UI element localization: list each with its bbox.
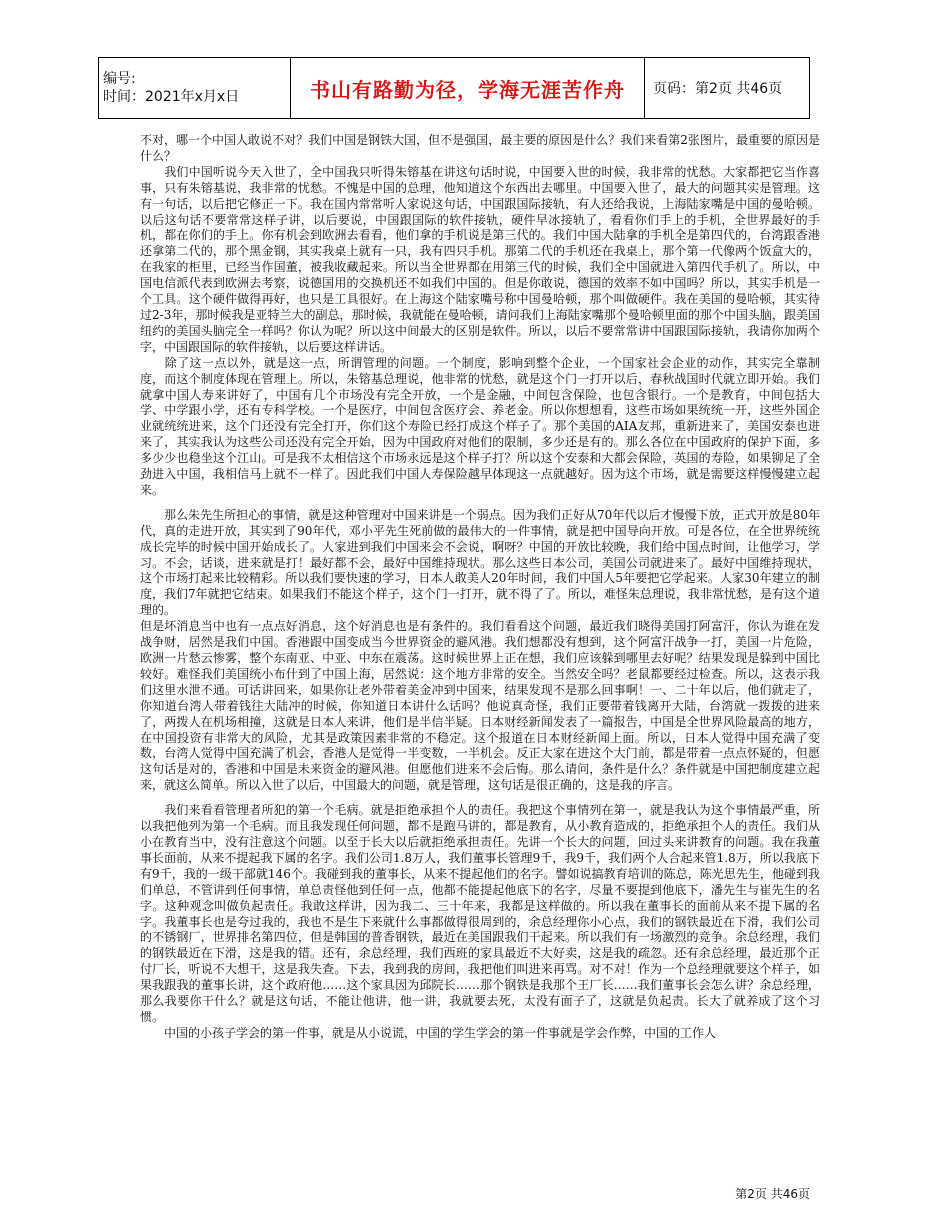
paragraph-5: 但是坏消息当中也有一点点好消息，这个好消息也是有条件的。我们看看这个问题，最近我们晓得美国打阿富汗，你认为谁在发战争财，居然是我们中国。香港跟中国变成当今世界资金的避风港。我们想都没有想到，这个阿富汗战争一打，美国一片危险，欧洲一片愁云惨雾，整个东南亚、中亚、中东在震荡。这时候世界上正在想，我们应该躲到哪里去好呢？结果发现是躲到中国比较好。难怪我们美国统小布什到了中国上海，居然说：这个地方非常的安全。当然安全吗？老鼠都要经过检查。所以，这表示我们这里水泄不通。可话讲回来，如果你让老外带着美金冲到中国来，结果发现不是那么回事啊！一、二十年以后，他们就走了，你知道台湾人带着钱往大陆冲的时候，你知道日本讲什么话吗？他说真奇怪，我们正要带着钱离开大陆，台湾就一拨拨的进来了，两拨人在机场相撞，这就是日本人来讲，他们是半信半疑。日本财经新闻发表了一篇报告，中国是全世界风险最高的地方，在中国投资有非常大的风险，尤其是政策因素非常的不稳定。这个报道在日本财经新闻上面。所以，日本人觉得中国充满了变数，台湾人觉得中国充满了机会，香港人是觉得一半变数，一半机会。反正大家在进这个大门前，都是带着一点点怀疑的，但愿这句话是对的，香港和中国是未来资金的避风港。但愿他们进来不会后悔。那么请问，条件是什么？条件就是中国把制度建立起来，就这么简单。所以入世了以后，中国最大的问题，就是管理，这句话是很正确的，这是我的序言。 [140, 619, 820, 793]
paragraph-6: 我们来看看管理者所犯的第一个毛病。就是拒绝承担个人的责任。我把这个事情列在第一，就是我认为这个事情最严重，所以我把他列为第一个毛病。而且我发现任何问题，都不是跑马讲的，都是教育，从小教育造成的，拒绝承担个人的责任。我们从小在教育当中，没有注意这个问题。以至于长大以后就拒绝承担责任。先讲一个长大的问题，回过头来讲教育的问题。我在我董事长面前，从来不提起我下属的名字。我们公司1.8万人，我们董事长管理9千，我9千，我们两个人合起来管1.8万，所以我底下有9千，我的一级干部就146个。我碰到我的董事长，从来不提起他们的名字。譬如说搞教育培训的陈总，陈光思先生，他碰到我们单总，不管讲到任何事情，单总责怪他到任何一点，他都不能提起他底下的名字，尽量不要提到他底下，潘先生与崔先生的名字。这种观念叫做负起责任。我敢这样讲，因为我二、三十年来，我都是这样做的。所以我在董事长的面前从来不提下属的名字。我董事长也是夸过我的，我也不是生下来就什么事都做得很周到的，余总经理你小心点，我们的钢铁最近在下滑，我们公司的不锈钢厂，世界排名第四位，但是韩国的普香钢铁，最近在美国跟我们干起来。所以我们有一场激烈的竞争。余总经理，我们的钢铁最近在下滑，这是我的错。还有，余总经理，我们西班的家具最近不大好卖，这是我的疏忽。还有余总经理，最近那个正付厂长，听说不大想干，这是我失查。下去，我到我的房间，我把他们叫进来再骂。对不对！作为一个总经理就要这个样子，如果我跟我的董事长讲，这个政府他……这个家具因为邱院长……那个钢铁是我那个王厂长……我们董事长会怎么讲？余总经理，那么我要你干什么？就是这句话，不能让他讲，他一讲，我就要去死，太没有面子了，这就是负起责。长大了就养成了这个习惯。 [140, 803, 820, 1024]
page-header [98, 57, 810, 119]
header-meta [99, 58, 291, 119]
paragraph-2: 我们中国听说今天入世了，全中国我只听得朱镕基在讲这句话时说，中国要入世的时候，我非常的忧愁。大家都把它当作喜事，只有朱镕基说，我非常的忧愁。不愧是中国的总理，他知道这个东西出去哪里。中国要入世了，最大的问题其实是管理。这有一句话，以后把它修正一下。我在国内常常听人家说这句话，中国跟国际接轨，有人还给我说，上海陆家嘴是中国的曼哈顿。以后这句话不要常常这样子讲，以后要说，中国跟国际的软件接轨，硬件早冰接轨了，看看你们手上的手机，全世界最好的手机，都在你们的手上。你有机会到欧洲去看看，他们拿的手机说是第三代的。我们中国大陆拿的手机全是第四代的，台湾跟香港还拿第二代的，那个黑金钢，其实我桌上就有一只，我有四只手机。那第二代的手机还在我桌上，那个第一代像两个饭盒大的，在我家的柜里，已经当作国董，被我收藏起来。所以当全世界都在用第三代的时候，我们全中国就进入第四代手机了。所以，中国电信派代表到欧洲去考察，说德国用的交换机还不如我们中国的。但是你敢说，德国的效率不如中国吗？所以，其实手机是一个工具。这个硬件做得再好，也只是工具很好。在上海这个陆家嘴号称中国曼哈顿，那个叫做硬件。我在美国的曼哈顿，其实待过2-3年，那时候我是亚特兰大的副总，那时候，我就能在曼哈顿，请问我们上海陆家嘴那个曼哈顿里面的那个中国头脑，跟美国纽约的美国头脑完全一样吗？你认为呢？所以这中间最大的区别是软件。所以，以后不要常常讲中国跟国际接轨，我请你加两个字，中国跟国际的软件接轨，以后要这样讲话。 [140, 164, 820, 354]
paragraph-3: 除了这一点以外，就是这一点，所谓管理的问题。一个制度，影响到整个企业，一个国家社会企业的动作，其实完全靠制度，而这个制度体现在管理上。所以，朱镕基总理说，他非常的忧愁，就是这个门一打开以后，春秋战国时代就立即开始。我们就拿中国人寿来讲好了，中国有几个市场没有完全开放，一个是金融，中间包含保险，也包含银行。一个是教育，中间包括大学、中学跟小学，还有专科学校。一个是医疗，中间包含医疗会、养老金。所以你想想看，这些市场如果统统一开，这些外国企业就统统进来，这个门还没有完全打开，你们这个寿险已经打成这个样子了。那个美国的AIA友邦，重新进来了，美国安泰也进来了，其实我认为这些公司还没有完全开始，因为中国政府对他们的限制，多少还是有的。那么各位在中国政府的保护下面，多多少少也稳坐这个江山。可是我不太相信这个市场永远是这个样子打？所以这个安泰和大都会保险，英国的寿险，如果铆足了全劲进入中国，我相信马上就不一样了。因此我们中国人寿保险越早体现这一点就越好。因为这个市场，就是需要这样慢慢建立起来。 [140, 355, 820, 497]
page-footer: 第2页 共46页 [735, 1187, 810, 1201]
paragraph-4: 那么朱先生所担心的事情，就是这种管理对中国来讲是一个弱点。因为我们正好从70年代以后才慢慢下放，正式开放是80年代，真的走进开放，其实到了90年代，邓小平先生死前做的最伟大的一件事情，就是把中国导向开放。可是各位，在全世界统统成长完毕的时候中国开始成长了。人家进到我们中国来会不会说，啊呀？中国的开放比较晚，我们给中国点时间，让他学习，学习。不会，话谈，进来就是打！最好都不会，最好中国维持现状。那么这些日本公司，美国公司就进来了。最好中国维持现状，这个市场打起来比较精彩。所以我们要快速的学习，日本人敢美人20年时间，我们中国人5年要把它学起来。人家30年建立的制度，我们7年就把它结束。如果我们不能这个样子，这个门一打开，就不得了了。所以，难怪朱总理说，我非常忧愁，是有这个道理的。 [140, 507, 820, 618]
header-motto: 书山有路勤为径，学海无涯苦作舟 [291, 58, 645, 119]
document-time-label: 时间：2021年x月x日 [103, 89, 240, 105]
paragraph-1: 不对，哪一个中国人敢说不对？我们中国是钢铁大国，但不是强国，最主要的原因是什么？我们来看第2张图片，最重要的原因是什么？ [140, 133, 820, 163]
document-body [140, 133, 820, 1042]
document-number-label: 编号: [103, 71, 136, 87]
header-page-number: 页码：第2页 共46页 [645, 58, 810, 119]
paragraph-7: 中国的小孩子学会的第一件事，就是从小说谎，中国的学生学会的第一件事就是学会作弊，中国的工作人 [140, 1025, 717, 1040]
